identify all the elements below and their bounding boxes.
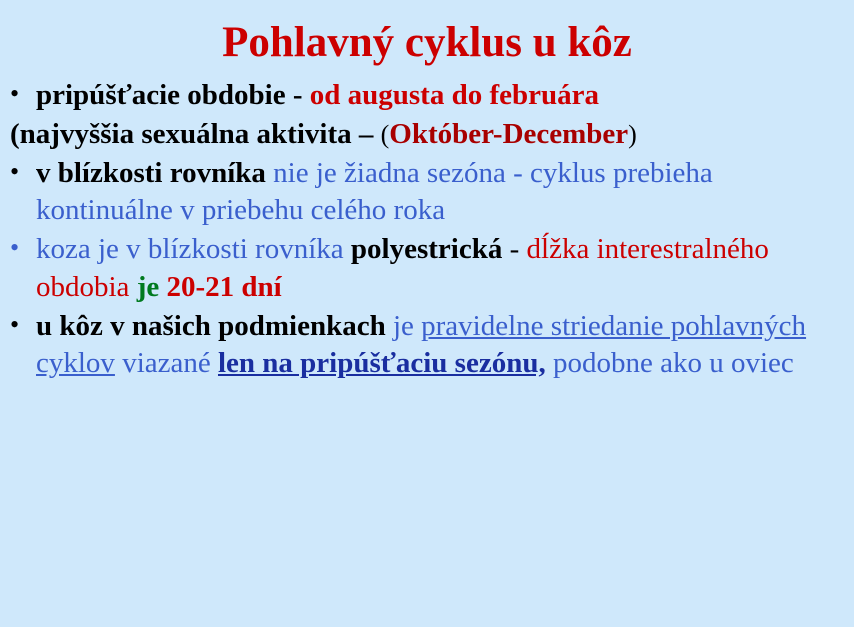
list-item [10, 308, 842, 382]
text-segment: v blízkosti rovníka [36, 157, 274, 190]
page-title: Pohlavný cyklus u kôz [222, 19, 632, 66]
text-segment: pripúšťacie obdobie - [36, 79, 310, 111]
text-segment: je [136, 270, 167, 303]
text-segment: dĺžka interestralného obdobia [36, 233, 769, 303]
text-segment: len na pripúšťaciu sezónu, [217, 346, 546, 379]
text-segment: (najvyššia sexuálna aktivita – [10, 118, 381, 151]
list-item [10, 231, 842, 305]
text-segment: viazané [114, 346, 218, 379]
bullet-marker-icon: • [10, 233, 20, 263]
slide-body [0, 77, 854, 382]
text-segment: ( [380, 120, 390, 150]
list-item-text [36, 231, 842, 305]
list-item-text [36, 155, 842, 229]
text-segment: 20-21 dní [166, 270, 282, 303]
list-item-text [36, 77, 842, 114]
text-segment: u kôz v našich podmienkach [36, 309, 393, 342]
list-item [10, 155, 842, 229]
text-segment: od augusta do februára [309, 79, 599, 111]
text-segment: Október-December [389, 118, 629, 151]
bullet-marker-icon: • [10, 79, 20, 108]
list-item [10, 116, 842, 153]
bullet-marker-icon: • [10, 157, 20, 187]
bullet-marker-icon: • [10, 309, 20, 339]
text-segment: - [502, 233, 527, 266]
text-segment: je [392, 309, 422, 342]
list-item-text [36, 308, 842, 382]
text-segment: koza je v blízkosti rovníka [36, 233, 351, 266]
text-segment: pravidelne striedanie pohlavných cyklov [36, 309, 807, 379]
text-segment: nie je žiadna sezóna - cyklus prebieha kontinuálne v priebehu celého roka [36, 157, 713, 227]
text-segment: ) [628, 120, 637, 150]
list-item [10, 77, 842, 114]
text-segment: podobne ako u oviec [545, 346, 794, 379]
text-segment: polyestrická [350, 233, 503, 266]
slide-canvas [0, 18, 854, 627]
